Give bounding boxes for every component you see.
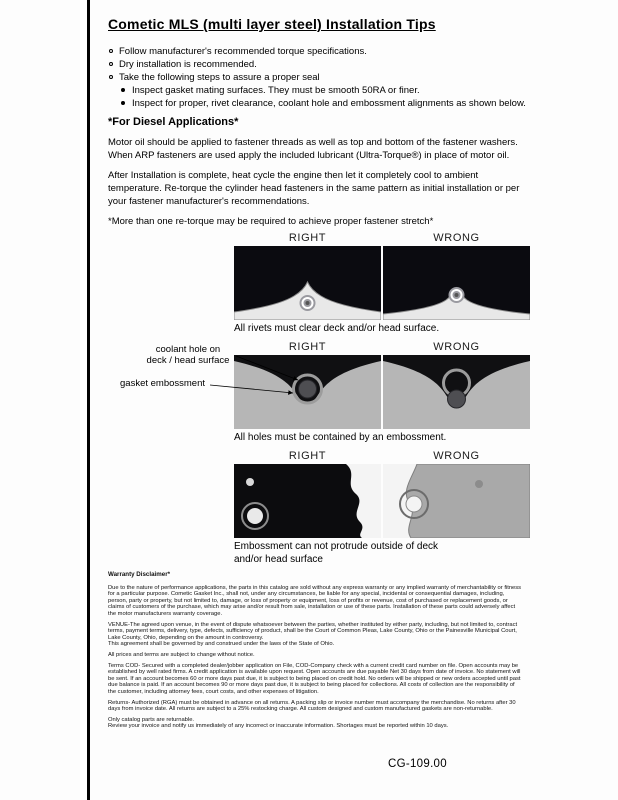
hole (475, 480, 483, 488)
bullet-text: Dry installation is recommended. (119, 59, 257, 70)
warranty-disclaimer-heading: Warranty Disclaimer* (108, 571, 171, 578)
caption-line: and/or head surface (234, 554, 323, 565)
legal-paragraph: This agreement shall be governed by and construed under the laws of the State of Ohio. (108, 641, 335, 648)
hollow-bullet-icon (109, 62, 113, 66)
diesel-paragraph-2: After Installation is complete, heat cycle the engine then let it completely cool to ambient temperature. Re-torque the cylinder head fasteners in the same pattern as initial installation or per your fastener manufacturer's recommendations. (108, 170, 520, 207)
caption-line: Embossment can not protrude outside of deck (234, 541, 439, 552)
figure-images (234, 464, 530, 538)
right-label: RIGHT (288, 232, 327, 244)
list-item (108, 97, 524, 110)
page-code: CG-109.00 (388, 758, 447, 770)
figure-labels (234, 450, 530, 464)
figure-row-holes (234, 341, 530, 444)
figure-caption: All rivets must clear deck and/or head surface. (234, 323, 440, 334)
filled-bullet-icon (121, 101, 125, 105)
hollow-bullet-icon (109, 75, 113, 79)
legal-paragraph: Only catalog parts are returnable. (108, 716, 195, 723)
hollow-bullet-icon (109, 49, 113, 53)
legal-paragraph: VENUE-The agreed upon venue, in the event of dispute whatsoever between the parties, whether instituted by either party, including, but not limited to, contract terms, payment terms, delivery, type, defects, sufficiency of product, shall be the Court of Common Pleas, Lake County, Ohio or the Painesville Municipal Court, Lake County, Ohio, depending on the amount in controversy. (108, 621, 518, 641)
diagram-hole-wrong (383, 355, 530, 429)
diesel-heading: *For Diesel Applications* (108, 116, 239, 128)
page-content (108, 16, 526, 730)
figure-images (234, 246, 530, 320)
legal-paragraph: Due to the nature of performance applications, the parts in this catalog are sold without any express warranty or any implied warranty of merchantability or fitness for a particular purpose. Cometic Gasket Inc., shall not, under any circumstances, be liable for any special, incidental or consequential damages, including, person, party or property, but not limited to, damage, or loss of property or equipment, loss of profits or revenue, cost of purchased or replacement goods, or claims of customers of the purchase, which may arise and/or result from sale, installation or use of these parts. Installation of these parts could adversely affect the motor manufacturers warranty coverage. (108, 584, 522, 617)
list-item (108, 58, 524, 71)
callout-line: coolant hole on (155, 344, 221, 355)
right-label: RIGHT (288, 341, 327, 353)
legal-paragraph: All prices and terms are subject to change without notice. (108, 651, 255, 658)
wrong-label: WRONG (433, 450, 480, 462)
figure-caption: All holes must be contained by an embossment. (234, 432, 447, 443)
list-item (108, 84, 524, 97)
bullet-text: Take the following steps to assure a proper seal (119, 72, 320, 83)
callout-line: deck / head surface (146, 355, 230, 366)
filled-bullet-icon (121, 88, 125, 92)
diagram-edge-right (234, 464, 381, 538)
hole (246, 478, 254, 486)
diagram-rivet-right (234, 246, 381, 320)
tips-list (108, 45, 524, 110)
legal-paragraph: Review your invoice and notify us immediately of any incorrect or inaccurate information. Shortages must be reported within 10 days. (108, 723, 449, 730)
retorque-note: *More than one re-torque may be required to achieve proper fastener stretch* (108, 216, 434, 227)
legal-paragraph: Terms COD- Secured with a completed dealer/jobber application on File, COD-Company check with a current credit card number on file. Open accounts may be established by well rated firms. A credit application is available upon request. Open accounts are due payable Net 30 days from date of invoice. No statement will be sent. If an account becomes 60 or more days past due, it is subject to being placed on credit hold. No orders will be shipped or new orders accepted until past due balance is paid. If an account becomes 90 or more days past due, it is subject to being placed for collections. All costs of collection are the responsibility of the customer, including attorney fees, court costs, and other expenses of litigation. (108, 662, 521, 695)
callout-coolant-hole (142, 344, 234, 366)
diagram-edge-wrong (383, 464, 530, 538)
list-item (108, 71, 524, 84)
diesel-paragraph-1: Motor oil should be applied to fastener threads as well as top and bottom of the fastener washers. When ARP fasteners are used apply the included lubricant (Ultra-Torque®) in place of motor oil. (108, 137, 518, 161)
wrong-label: WRONG (433, 232, 480, 244)
bullet-text: Inspect for proper, rivet clearance, coolant hole and embossment alignments as shown below. (132, 98, 526, 109)
figure-row-rivets (234, 232, 530, 335)
legal-section (108, 572, 522, 734)
figure-caption (234, 540, 530, 566)
page-title: Cometic MLS (multi layer steel) Installation Tips (108, 16, 436, 32)
coolant-hole (299, 380, 317, 398)
callout-gasket-embossment: gasket embossment (120, 378, 206, 389)
wrong-label: WRONG (433, 341, 480, 353)
bullet-text: Inspect gasket mating surfaces. They must be smooth 50RA or finer. (132, 85, 420, 96)
legal-paragraph: Returns- Authorized (RGA) must be obtained in advance on all returns. A packing slip or invoice number must accompany the merchandise. No returns after 30 days from invoice date. All returns are subject to a 25% restocking charge. All custom designed and custom manufactured gaskets are non-returnable. (108, 699, 516, 713)
diagram-hole-right (234, 355, 381, 429)
list-item (108, 45, 524, 58)
figure-row-protrusion (234, 450, 530, 566)
diagram-rivet-wrong (383, 246, 530, 320)
bullet-text: Follow manufacturer's recommended torque specifications. (119, 46, 367, 57)
right-label: RIGHT (288, 450, 327, 462)
figure-labels (234, 232, 530, 246)
hole (406, 496, 422, 512)
left-edge-bar (87, 0, 90, 800)
coolant-hole (448, 390, 466, 408)
figure-images (234, 355, 530, 429)
figure-labels (234, 341, 530, 355)
hole (247, 508, 263, 524)
figures-section (108, 232, 524, 566)
